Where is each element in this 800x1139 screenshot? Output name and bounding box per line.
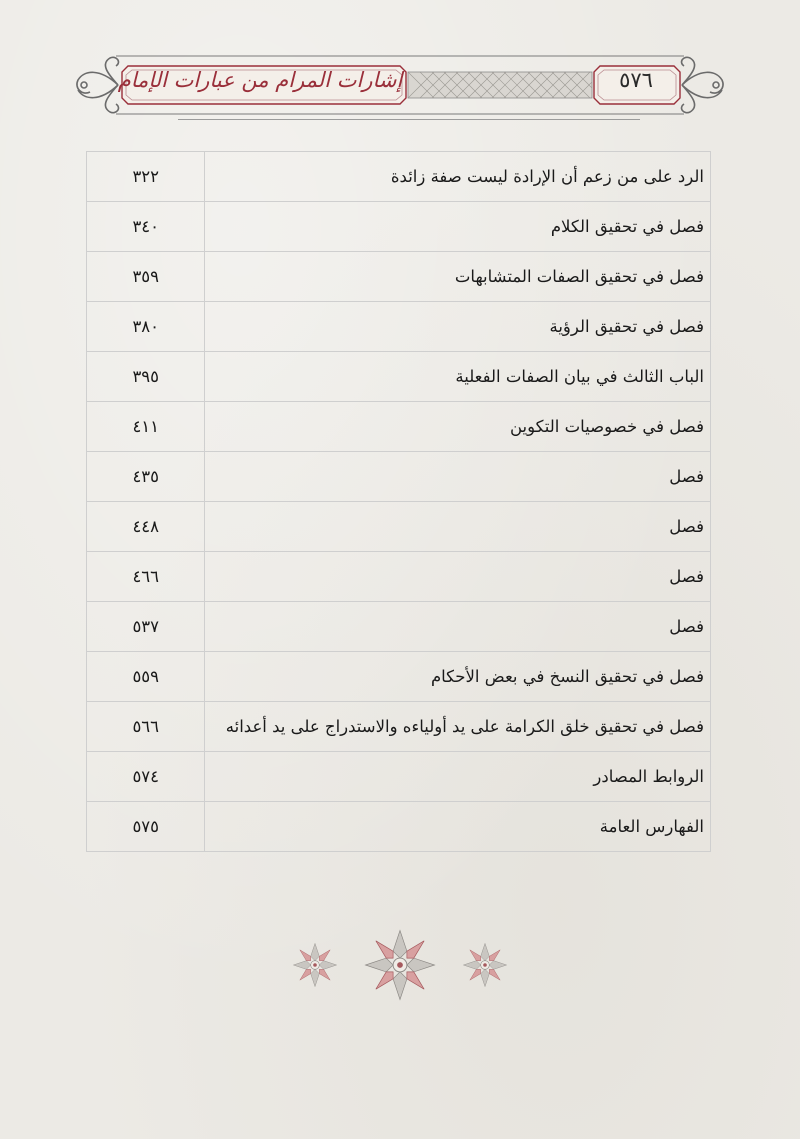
toc-entry-page: ٣٨٠ [87, 302, 205, 352]
toc-entry-title: فصل [205, 552, 711, 602]
toc-entry-title: فصل [205, 602, 711, 652]
book-title: إشارات المرام من عبارات الإمام [117, 68, 403, 92]
toc-entry-title: فصل في خصوصيات التكوين [205, 402, 711, 452]
toc-entry-page: ٣٥٩ [87, 252, 205, 302]
toc-entry-title: الروابط المصادر [205, 752, 711, 802]
table-row [87, 452, 711, 502]
toc-entry-title: فصل في تحقيق خلق الكرامة على يد أولياءه والاستدراج على يد أعدائه [205, 702, 711, 752]
table-row [87, 502, 711, 552]
toc-entry-page: ٣٩٥ [87, 352, 205, 402]
large-rosette-center-icon [366, 931, 435, 1000]
toc-entry-title: فصل [205, 502, 711, 552]
toc-entry-title: فصل في تحقيق الكلام [205, 202, 711, 252]
small-rosette-left-icon [293, 943, 336, 986]
table-row [87, 752, 711, 802]
toc-entry-title: فصل في تحقيق الصفات المتشابهات [205, 252, 711, 302]
toc-entry-page: ٥٧٤ [87, 752, 205, 802]
table-row [87, 552, 711, 602]
table-row [87, 702, 711, 752]
toc-entry-title: الباب الثالث في بيان الصفات الفعلية [205, 352, 711, 402]
toc-entry-page: ٤٣٥ [87, 452, 205, 502]
table-row [87, 302, 711, 352]
toc-entry-title: فصل في تحقيق النسخ في بعض الأحكام [205, 652, 711, 702]
toc-entry-title: فصل في تحقيق الرؤية [205, 302, 711, 352]
page-number: ٥٧٦ [619, 68, 653, 92]
small-rosette-right-icon [463, 943, 506, 986]
toc-entry-page: ٥٣٧ [87, 602, 205, 652]
table-row [87, 152, 711, 202]
toc-entry-page: ٣٤٠ [87, 202, 205, 252]
table-row [87, 352, 711, 402]
table-row [87, 802, 711, 852]
table-row [87, 602, 711, 652]
table-of-contents [86, 151, 711, 852]
table-row [87, 652, 711, 702]
toc-entry-title: الرد على من زعم أن الإرادة ليست صفة زائدة [205, 152, 711, 202]
toc-entry-page: ٤١١ [87, 402, 205, 452]
toc-entry-page: ٥٦٦ [87, 702, 205, 752]
toc-entry-page: ٤٤٨ [87, 502, 205, 552]
table-row [87, 252, 711, 302]
table-row [87, 402, 711, 452]
toc-entry-page: ٤٦٦ [87, 552, 205, 602]
header-divider [178, 119, 640, 120]
toc-entry-page: ٣٢٢ [87, 152, 205, 202]
toc-entry-title: الفهارس العامة [205, 802, 711, 852]
toc-entry-title: فصل [205, 452, 711, 502]
toc-body [87, 152, 711, 852]
toc-entry-page: ٥٧٥ [87, 802, 205, 852]
table-row [87, 202, 711, 252]
footer-ornament [285, 925, 515, 1005]
toc-entry-page: ٥٥٩ [87, 652, 205, 702]
